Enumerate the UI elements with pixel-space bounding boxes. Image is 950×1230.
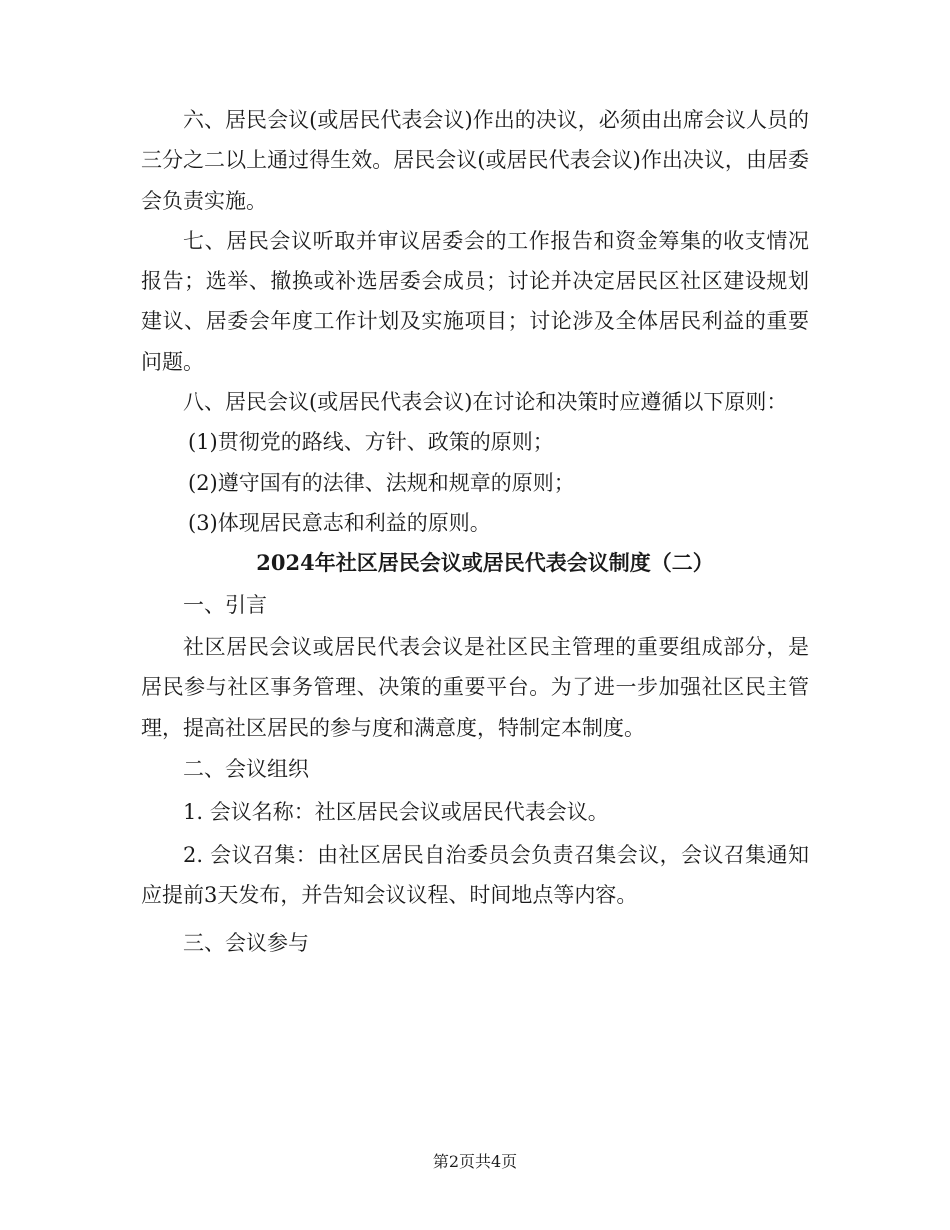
section-heading-intro: 一、引言 bbox=[183, 592, 267, 617]
principle-item: (3)体现居民意志和利益的原则。 bbox=[188, 510, 491, 535]
principle-item: (2)遵守国有的法律、法规和规章的原则； bbox=[188, 470, 575, 495]
intro-paragraph: 社区居民会议或居民代表会议是社区民主管理的重要组成部分，是居民参与社区事务管理、决策的重要平台。为了进一步加强社区民主管理，提高社区居民的参与度和满意度，特制定本制度。 bbox=[141, 635, 809, 740]
paragraph-six: 六、居民会议(或居民代表会议)作出的决议，必须由出席会议人员的三分之二以上通过得生效。居民会议(或居民代表会议)作出决议，由居委会负责实施。 bbox=[141, 108, 809, 213]
principle-item: (1)贯彻党的路线、方针、政策的原则； bbox=[188, 430, 554, 455]
section-heading-organization: 二、会议组织 bbox=[183, 756, 309, 781]
section-heading-participation: 三、会议参与 bbox=[183, 930, 309, 955]
paragraph-eight: 八、居民会议(或居民代表会议)在讨论和决策时应遵循以下原则： bbox=[183, 390, 788, 415]
meeting-convening-item: 2. 会议召集：由社区居民自治委员会负责召集会议，会议召集通知应提前3天发布，并告知会议议程、时间地点等内容。 bbox=[141, 842, 809, 908]
paragraph-seven: 七、居民会议听取并审议居委会的工作报告和资金筹集的收支情况报告；选举、撤换或补选居委会成员；讨论并决定居民区社区建设规划建议、居委会年度工作计划及实施项目；讨论涉及全体居民利益的重要问题。 bbox=[141, 228, 809, 374]
section-title: 2024年社区居民会议或居民代表会议制度（二） bbox=[256, 550, 714, 576]
meeting-name-item: 1. 会议名称：社区居民会议或居民代表会议。 bbox=[183, 800, 609, 825]
document-body bbox=[141, 100, 809, 965]
page-number: 第2页共4页 bbox=[432, 1152, 518, 1171]
